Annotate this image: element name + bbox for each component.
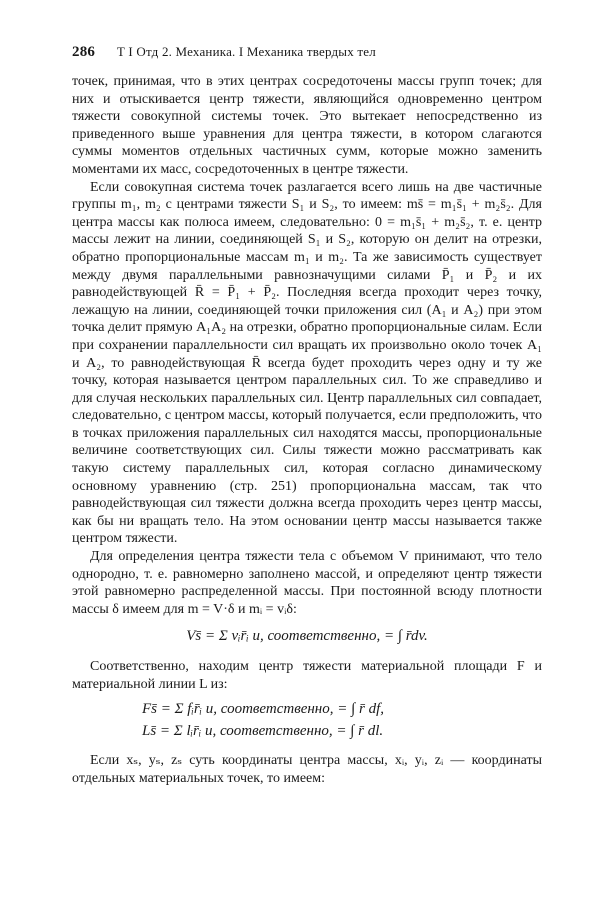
paragraph-continuation: точек, принимая, что в этих центрах сосредоточены массы групп точек; для них и отыскивается центр тяжести, являющийся одновременно центром тяжести совокупной системы точек. Это вытекает непосредственно из приведенного выше уравнения для центра тяжести, в котором слагаются суммы моментов отдельных частичных сумм, которые можно заменить моментами их масс, сосредоточенных в центре тяжести. [72,74,542,177]
equation-line: Ls̄ = Σ lᵢr̄ᵢ и, соответственно, = ∫ r̄ dl. [142,722,384,739]
page-header [72,44,542,61]
equation-stack [72,701,542,740]
paragraph-coordinates: Если xₛ, yₛ, zₛ суть координаты центра массы, xᵢ, yᵢ, zᵢ — координаты отдельных материальных точек, то имеем: [72,753,542,786]
running-title: Т I Отд 2. Механика. I Механика твердых тел [116,44,376,59]
paragraph-two-groups: Если совокупная система точек разлагается всего лишь на две частичные группы m₁, m₂ с центрами тяжести S₁ и S₂, то имеем: ms̄ = m₁s̄₁ + m₂s̄₂. Для центра массы как полюса имеем, следовательно: 0 = m₁s̄₁ + m₂s̄₂, т. е. центр массы лежит на линии, соединяющей S₁ и S₂, которую он делит на отрезки, обратно пропорциональные массам m₁ и m₂. Та же зависимость существует между двумя параллельными равнозначущими силами P̄₁ и P̄₂ и их равнодействующей R̄ = P̄₁ + P̄₂. Последняя всегда проходит через точку, лежащую на линии, соединяющей точки приложения сил (A₁ и A₂) при этом точка делит прямую A₁A₂ на отрезки, обратно пропорциональные силам. Если при сохранении параллельности сил вращать их произвольно около точек A₁ и A₂, то равнодействующая R̄ всегда будет проходить через одну и ту же точку, которая называется центром параллельных сил. То же справедливо и для случая нескольких параллельных сил. Центр параллельных сил совпадает, следовательно, с центром массы, который получается, если предположить, что в точках приложения параллельных сил находятся массы, пропорциональные величине соответствующих сил. Силы тяжести можно рассматривать как такую систему параллельных сил, которая согласно динамическому основному уравнению (стр. 251) пропорциональна массам, так что равнодействующая сил тяжести должна всегда проходить через центр массы, как бы ни вращать тело. На этом основании центр массы называется также центром тяжести. [72,179,542,547]
page-number: 286 [72,44,96,60]
paragraph-area-line: Соответственно, находим центр тяжести материальной площади F и материальной линии L из: [72,659,542,692]
equation-area: Fs̄ = Σ fᵢr̄ᵢ и, соответственно, = ∫ r̄ df, [142,701,384,718]
equation-volume: Vs̄ = Σ vᵢr̄ᵢ и, соответственно, = ∫ r̄dv. [186,628,428,645]
paragraph-volume-definition: Для определения центра тяжести тела с объемом V принимают, что тело однородно, т. е. равномерно заполнено массой, и определяют центр тяжести этой равномерно распределенной массы. При постоянной всюду плотности массы δ имеем для m = V·δ и mᵢ = vᵢδ: [72,549,542,617]
page-body [72,73,542,788]
